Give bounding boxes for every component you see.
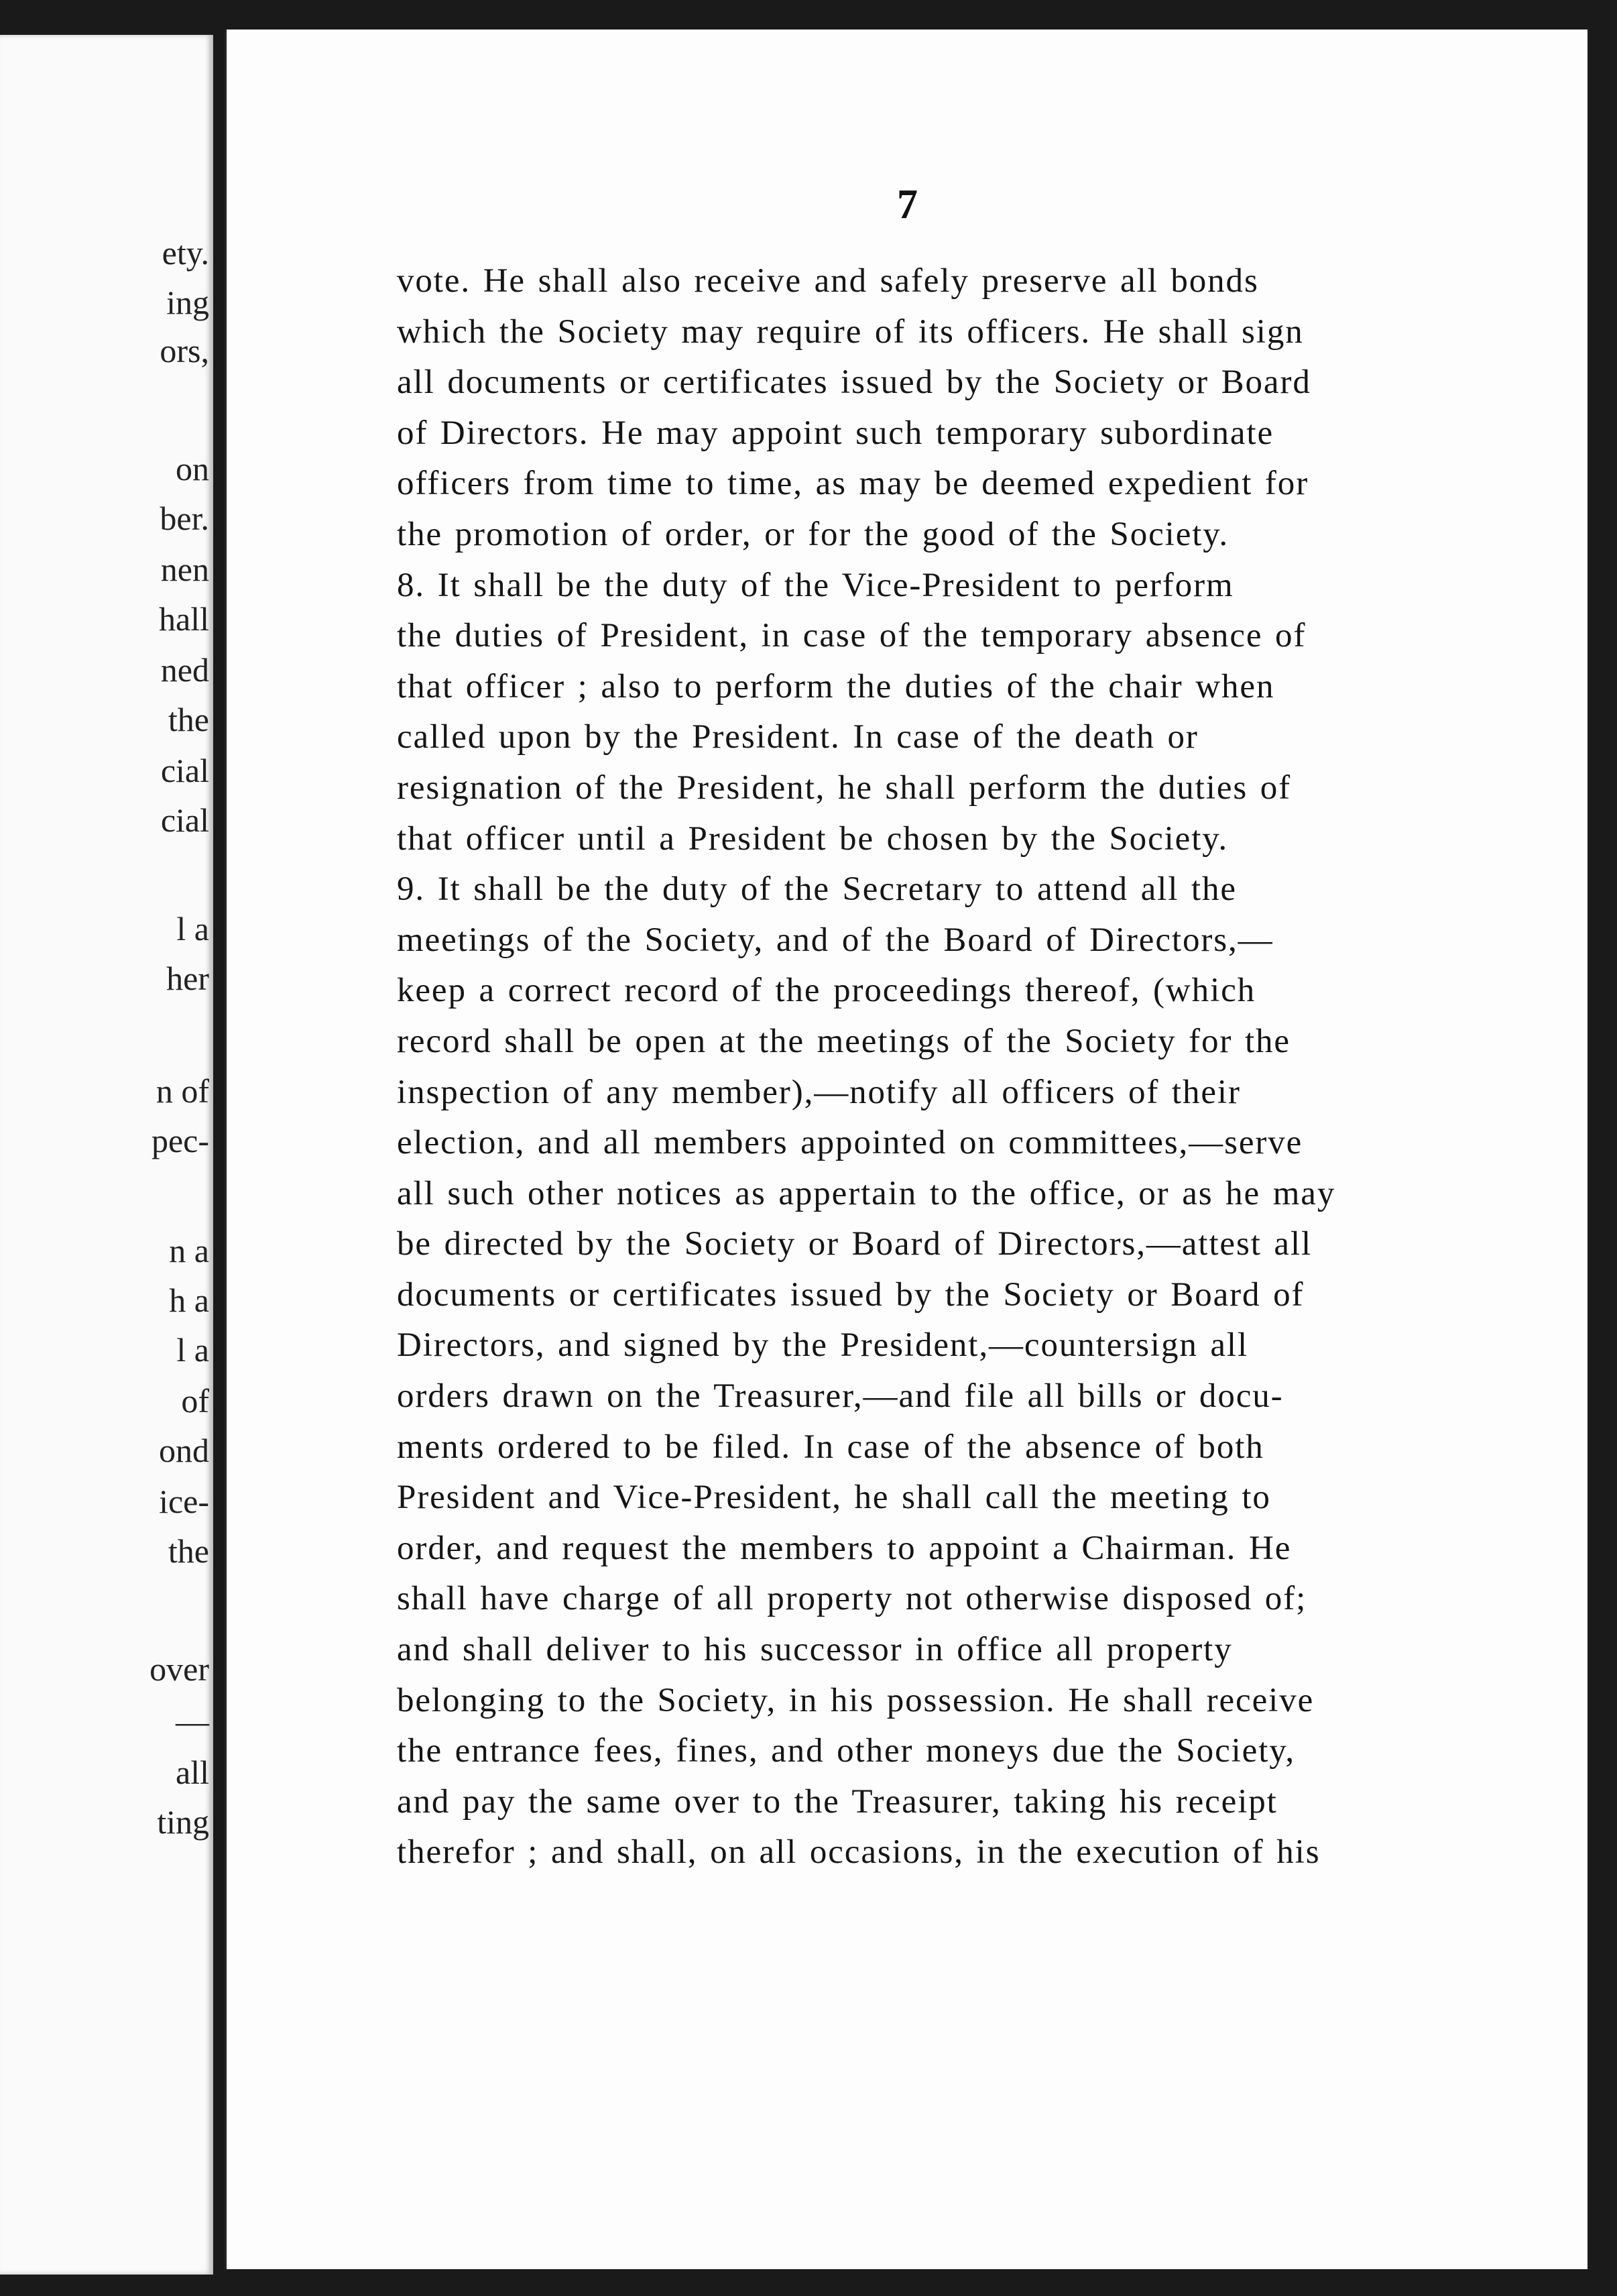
facing-page-fragment: l a bbox=[176, 910, 209, 948]
facing-page-fragment: ety. bbox=[162, 234, 209, 272]
facing-page-fragment: n a bbox=[169, 1232, 209, 1269]
text-line: meetings of the Society, and of the Board of Directors,— bbox=[397, 921, 1274, 959]
facing-page-fragment: the bbox=[168, 1532, 209, 1570]
text-line: President and Vice-President, he shall call the meeting to bbox=[397, 1479, 1271, 1517]
text-line: and pay the same over to the Treasurer, taking his receipt bbox=[397, 1782, 1278, 1821]
facing-page-fragment: ice- bbox=[159, 1483, 209, 1520]
facing-page-fragment: hall bbox=[159, 600, 209, 638]
text-line: the duties of President, in case of the temporary absence of bbox=[397, 617, 1307, 655]
facing-page-fragment: cial bbox=[160, 752, 209, 789]
facing-page-fragment: h a bbox=[169, 1281, 209, 1319]
text-line: of Directors. He may appoint such temporary subordinate bbox=[397, 414, 1274, 452]
text-line: the promotion of order, or for the good of the Society. bbox=[397, 515, 1230, 553]
text-line: be directed by the Society or Board of Directors,—attest all bbox=[397, 1225, 1313, 1263]
text-line: ments ordered to be filed. In case of the absence of both bbox=[397, 1428, 1264, 1466]
text-line: and shall deliver to his successor in office all property bbox=[397, 1631, 1233, 1669]
facing-page-fragment: ting bbox=[157, 1803, 209, 1841]
facing-page-fragment: on bbox=[176, 450, 209, 487]
page-number: 7 bbox=[897, 182, 918, 227]
facing-page-fragment: the bbox=[168, 701, 209, 738]
text-line: orders drawn on the Treasurer,—and file all bills or docu- bbox=[397, 1377, 1284, 1416]
facing-page-fragment: over bbox=[149, 1650, 209, 1688]
text-line: called upon by the President. In case of the death or bbox=[397, 718, 1199, 756]
text-line: shall have charge of all property not otherwise disposed of; bbox=[397, 1580, 1307, 1618]
facing-page-fragment: nen bbox=[160, 551, 209, 588]
text-line: that officer ; also to perform the duties of the chair when bbox=[397, 667, 1275, 705]
text-line: inspection of any member),—notify all officers of their bbox=[397, 1073, 1241, 1111]
text-line: the entrance fees, fines, and other moneys due the Society, bbox=[397, 1732, 1296, 1770]
facing-page-fragment: l a bbox=[176, 1331, 209, 1369]
facing-page-fragment: ing bbox=[166, 284, 209, 321]
facing-page-left bbox=[0, 35, 213, 2275]
text-line: resignation of the President, he shall perform the duties of bbox=[397, 768, 1292, 807]
facing-page-fragment: ber. bbox=[160, 500, 209, 537]
text-line: election, and all members appointed on committees,—serve bbox=[397, 1124, 1303, 1162]
facing-page-fragment: ned bbox=[160, 651, 209, 689]
facing-page-fragment: — bbox=[176, 1703, 209, 1740]
text-line: 8. It shall be the duty of the Vice-President to perform bbox=[397, 566, 1234, 604]
text-line: documents or certificates issued by the Society or Board of bbox=[397, 1275, 1305, 1314]
text-line: keep a correct record of the proceedings thereof, (which bbox=[397, 972, 1256, 1010]
text-line: which the Society may require of its officers. He shall sign bbox=[397, 312, 1304, 351]
facing-page-fragment: of bbox=[181, 1382, 209, 1420]
text-line: order, and request the members to appoint a Chairman. He bbox=[397, 1529, 1292, 1567]
text-line: belonging to the Society, in his possession. He shall receive bbox=[397, 1681, 1315, 1719]
text-line: therefor ; and shall, on all occasions, in the execution of his bbox=[397, 1833, 1321, 1872]
facing-page-fragment: cial bbox=[160, 801, 209, 839]
facing-page-fragment: ors, bbox=[160, 332, 209, 369]
facing-page-fragment: her bbox=[166, 960, 209, 997]
text-line: that officer until a President be chosen by the Society. bbox=[397, 819, 1229, 858]
text-line: record shall be open at the meetings of the Society for the bbox=[397, 1022, 1291, 1060]
document-page bbox=[224, 30, 1588, 2269]
page-body bbox=[397, 256, 1588, 1878]
text-line: all documents or certificates issued by the Society or Board bbox=[397, 363, 1311, 402]
facing-page-fragment: all bbox=[176, 1754, 209, 1791]
text-line: all such other notices as appertain to the office, or as he may bbox=[397, 1174, 1336, 1212]
facing-page-fragment: ond bbox=[159, 1432, 209, 1469]
text-line: 9. It shall be the duty of the Secretary to attend all the bbox=[397, 870, 1237, 909]
facing-page-fragment: n of bbox=[156, 1072, 209, 1110]
text-line: Directors, and signed by the President,—countersign all bbox=[397, 1326, 1249, 1365]
facing-page-fragment: pec- bbox=[151, 1122, 209, 1159]
text-line: vote. He shall also receive and safely preserve all bonds bbox=[397, 262, 1259, 300]
text-line: officers from time to time, as may be deemed expedient for bbox=[397, 465, 1309, 503]
